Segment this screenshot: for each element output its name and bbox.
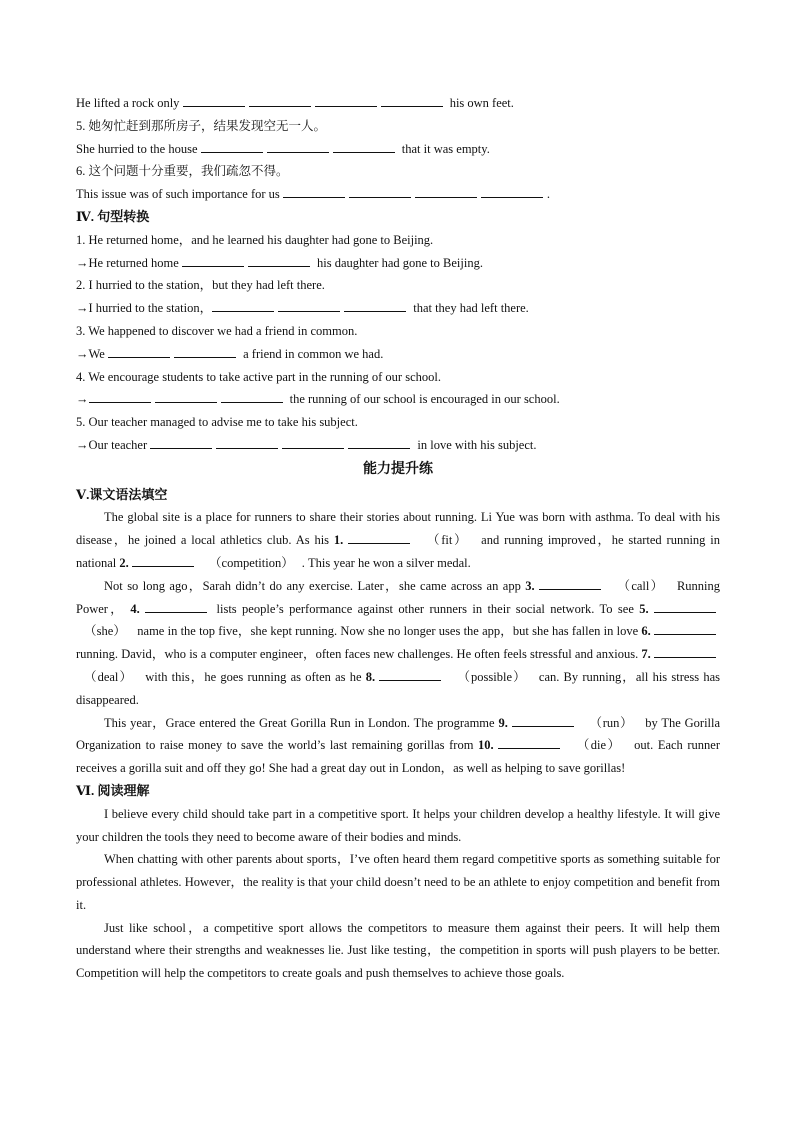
blank-number: 2. [119, 555, 129, 570]
reading-paragraph: Just like school，a competitive sport allows the competitors to measure them against their peers. It will help them understand where their strengths and weaknesses lie. Just like testing，the competition in sports will push players to be better. Competition will help the competitors to create goals and push themselves to achieve those goals. [76, 920, 720, 981]
answer-blank[interactable] [216, 436, 278, 449]
answer-blank[interactable] [481, 185, 543, 198]
word-hint: （call） [617, 578, 665, 593]
section-heading: Ⅵ. 阅读理解 [76, 782, 150, 798]
answer-blank[interactable] [89, 390, 151, 403]
blank-number: 10. [478, 738, 494, 753]
answer-blank[interactable] [415, 185, 477, 198]
sentence-line: She hurried to the house that it was empty. [76, 141, 490, 156]
rewrite-line: →He returned home his daughter had gone to Beijing. [76, 255, 483, 270]
worksheet-content [76, 92, 720, 985]
answer-blank[interactable] [201, 140, 263, 153]
rewrite-line: →Our teacher in love with his subject. [76, 437, 537, 452]
answer-blank[interactable] [221, 390, 283, 403]
word-hint: （deal） [84, 669, 134, 684]
answer-blank[interactable] [108, 345, 170, 358]
answer-blank[interactable] [212, 299, 274, 312]
blank-number: 1. [333, 533, 344, 548]
sentence-line: He lifted a rock only his own feet. [76, 96, 514, 110]
source-sentence: 4. We encourage students to take active part in the running of our school. [76, 369, 441, 384]
section-heading: Ⅳ. 句型转换 [76, 208, 150, 224]
source-sentence: 1. He returned home，and he learned his daughter had gone to Beijing. [76, 232, 434, 247]
blank-number: 8. [365, 669, 376, 684]
answer-blank[interactable] [333, 140, 395, 153]
blank-number: 6. [641, 624, 651, 639]
blank-number: 9. [498, 715, 508, 730]
answer-blank[interactable] [539, 577, 601, 590]
reading-paragraph: When chatting with other parents about sports，I’ve often heard them regard competitive sports as something suitable for professional athletes. However，the reality is that your child doesn’t need to be an athlete to enjoy competition and benefit from it. [76, 852, 720, 912]
blank-number: 3. [525, 578, 535, 593]
answer-blank[interactable] [344, 299, 406, 312]
rewrite-line: →I hurried to the station， that they had left there. [76, 301, 529, 316]
answer-blank[interactable] [267, 140, 329, 153]
answer-blank[interactable] [381, 94, 443, 107]
source-sentence: 2. I hurried to the station，but they had left there. [76, 278, 325, 293]
sentence-line: This issue was of such importance for us . [76, 187, 551, 202]
rewrite-line: →We a friend in common we had. [76, 346, 384, 361]
source-sentence: 5. Our teacher managed to advise me to take his subject. [76, 415, 358, 430]
answer-blank[interactable] [174, 345, 236, 358]
answer-blank[interactable] [498, 736, 560, 749]
answer-blank[interactable] [282, 436, 344, 449]
blank-number: 4. [130, 601, 140, 616]
word-hint: （competition） [209, 555, 294, 570]
cloze-paragraph: Not so long ago，Sarah didn’t do any exercise. Later，she came across an app 3. （call） Running Power， 4. lists people’s performance against other runners in their social network. To see 5. （she） name in the top five，she kept running. Now she no longer uses the app，but she has fallen in love 6. running. David，who is a computer engineer，often faces new challenges. He often feels stressful and anxious. 7. （deal） with this，he goes running as often as he 8. （possible） can. By running，all his stress has disappeared. [76, 578, 721, 707]
answer-blank[interactable] [654, 622, 716, 635]
question-chinese: 6. 这个问题十分重要，我们疏忽不得。 [76, 164, 289, 179]
word-hint: （die） [576, 738, 622, 753]
word-hint: （possible） [457, 669, 527, 684]
answer-blank[interactable] [348, 436, 410, 449]
blank-number: 7. [641, 647, 651, 662]
answer-blank[interactable] [654, 645, 716, 658]
answer-blank[interactable] [512, 714, 574, 727]
answer-blank[interactable] [283, 185, 345, 198]
question-chinese: 5. 她匆忙赶到那所房子，结果发现空无一人。 [76, 118, 327, 133]
answer-blank[interactable] [132, 554, 194, 567]
answer-blank[interactable] [155, 390, 217, 403]
word-hint: （fit） [427, 533, 469, 548]
answer-blank[interactable] [150, 436, 212, 449]
rewrite-line: → the running of our school is encouraged in our school. [76, 392, 560, 407]
answer-blank[interactable] [145, 600, 207, 613]
answer-blank[interactable] [315, 94, 377, 107]
cloze-paragraph: The global site is a place for runners to share their stories about running. Li Yue was born with asthma. To deal with his disease，he joined a local athletics club. As his 1. （fit） and running improved，he started running in national 2. （competition） . This year he won a silver medal. [76, 510, 720, 570]
answer-blank[interactable] [278, 299, 340, 312]
answer-blank[interactable] [182, 254, 244, 267]
word-hint: （run） [589, 715, 634, 730]
answer-blank[interactable] [349, 185, 411, 198]
word-hint: （she） [84, 624, 127, 639]
source-sentence: 3. We happened to discover we had a friend in common. [76, 323, 358, 338]
section-heading: Ⅴ.课文语法填空 [76, 486, 168, 502]
reading-paragraph: I believe every child should take part in a competitive sport. It helps your children develop a healthy lifestyle. It will give your children the tools they need to become aware of their bodies and minds. [76, 806, 720, 844]
answer-blank[interactable] [348, 531, 410, 544]
answer-blank[interactable] [249, 94, 311, 107]
answer-blank[interactable] [654, 600, 716, 613]
blank-number: 5. [639, 601, 649, 616]
answer-blank[interactable] [183, 94, 245, 107]
answer-blank[interactable] [248, 254, 310, 267]
cloze-paragraph: This year，Grace entered the Great Gorilla Run in London. The programme 9. （run） by The Gorilla Organization to raise money to save the world’s last remaining gorillas from 10. （die） out. Each runner receives a gorilla suit and off they go! She had a great day out in London，as well as helping to save gorillas! [76, 715, 721, 776]
answer-blank[interactable] [379, 668, 441, 681]
section-title: 能力提升练 [363, 461, 433, 477]
